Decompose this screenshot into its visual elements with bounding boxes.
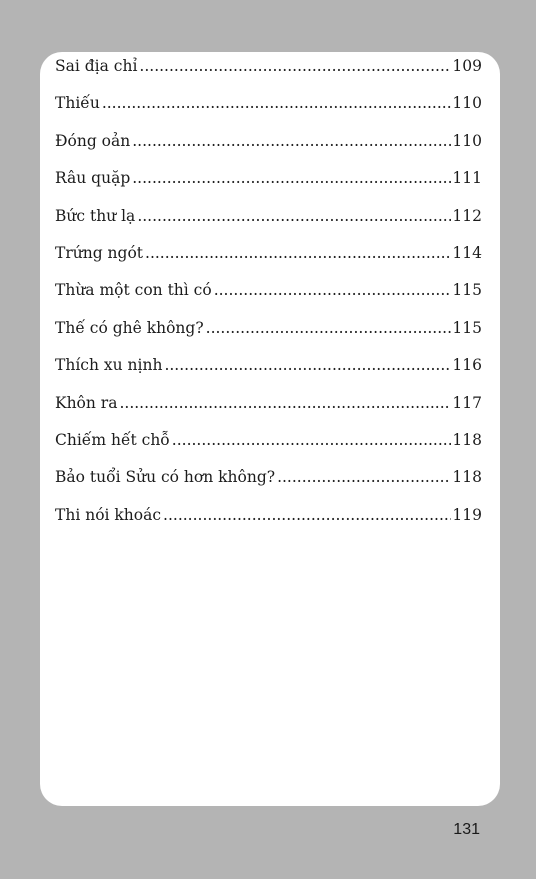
toc-entry-title: Thừa một con thì có <box>55 281 212 300</box>
toc-entry-title: Trứng ngót <box>55 243 144 262</box>
toc-entry-title: Bức thư lạ <box>55 206 136 225</box>
toc-entry-page: 110 <box>452 94 482 113</box>
toc-entry-title: Thiếu <box>55 94 100 113</box>
dot-leader <box>277 468 451 486</box>
toc-entry-page: 110 <box>452 131 482 150</box>
page-number: 131 <box>453 821 480 838</box>
content-card <box>40 52 500 806</box>
toc-entry-title: Râu quặp <box>55 169 131 188</box>
toc-entry-page: 119 <box>452 505 482 524</box>
toc-entry-title: Khôn ra <box>55 393 118 412</box>
toc-entry-page: 118 <box>452 430 482 449</box>
toc-entry-title: Bảo tuổi Sửu có hơn không? <box>55 468 276 487</box>
toc-entry-page: 114 <box>452 243 482 262</box>
dot-leader <box>132 169 451 187</box>
toc-entry <box>55 244 482 281</box>
toc-entry-title: Đóng oản <box>55 131 131 150</box>
dot-leader <box>206 319 452 337</box>
toc-entry <box>55 468 482 505</box>
toc-entry-title: Sai địa chỉ <box>55 57 138 75</box>
toc-entry-page: 111 <box>452 169 482 188</box>
dot-leader <box>172 431 452 449</box>
toc-entry <box>55 169 482 206</box>
toc-entry-title: Thi nói khoác <box>55 505 162 524</box>
toc-entry <box>55 57 482 94</box>
dot-leader <box>164 356 451 374</box>
toc-entry-page: 118 <box>452 468 482 487</box>
toc-entry-page: 117 <box>452 393 482 412</box>
toc-entry-page: 116 <box>452 356 482 375</box>
dot-leader <box>214 281 452 299</box>
toc-entry <box>55 431 482 468</box>
dot-leader <box>119 394 451 412</box>
toc-entry <box>55 394 482 431</box>
dot-leader <box>145 244 451 262</box>
toc-entry-page: 112 <box>452 206 482 225</box>
toc-entry <box>55 94 482 131</box>
toc-entry-page: 115 <box>452 318 482 337</box>
toc-entry <box>55 319 482 356</box>
table-of-contents <box>55 52 482 543</box>
toc-entry-title: Thế có ghê không? <box>55 318 204 337</box>
toc-entry <box>55 207 482 244</box>
toc-entry <box>55 281 482 318</box>
dot-leader <box>102 94 452 112</box>
toc-entry <box>55 132 482 169</box>
toc-entry-page: 115 <box>452 281 482 300</box>
dot-leader <box>137 207 451 225</box>
toc-entry <box>55 506 482 543</box>
dot-leader <box>132 132 451 150</box>
toc-entry-title: Thích xu nịnh <box>55 356 163 375</box>
dot-leader <box>139 57 451 75</box>
toc-entry-title: Chiếm hết chỗ <box>55 430 170 449</box>
dot-leader <box>163 506 451 524</box>
toc-entry-page: 109 <box>452 57 482 75</box>
toc-entry <box>55 356 482 393</box>
